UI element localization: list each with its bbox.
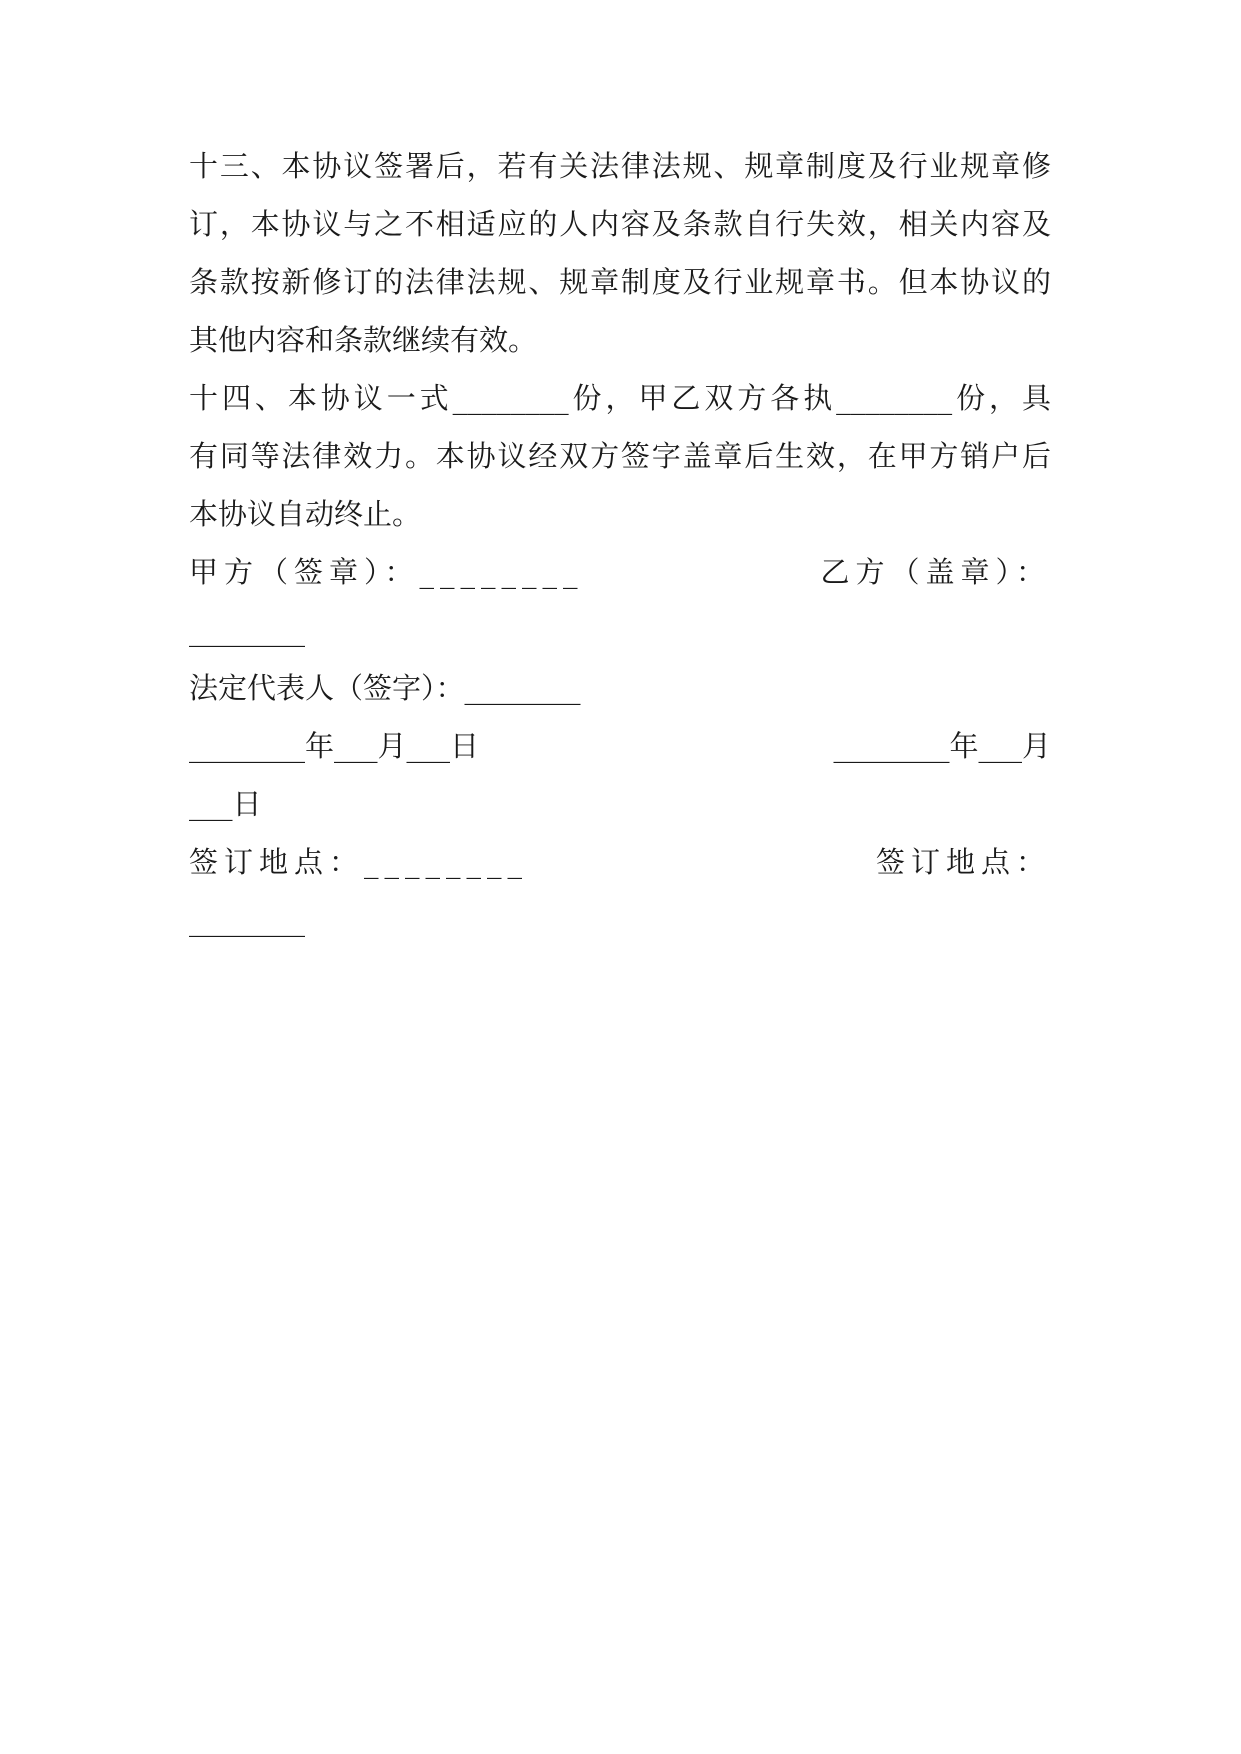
- clause-13-line-1: 十三、本协议签署后，若有关法律法规、规章制度及行业规章修: [189, 149, 1051, 183]
- place-row: [189, 842, 1051, 882]
- party-b-seal: 乙方（盖章）：: [820, 555, 1051, 589]
- party-a-place: 签订地点：________: [189, 845, 529, 879]
- party-b-date: ________年___月: [833, 729, 1051, 763]
- clause-13-line-2: 订，本协议与之不相适应的人内容及条款自行失效，相关内容及: [189, 207, 1051, 241]
- party-b-place-blank: ________: [189, 903, 305, 937]
- seal-row: [189, 552, 1051, 592]
- clause-14-line-2: 有同等法律效力。本协议经双方签字盖章后生效，在甲方销户后: [189, 439, 1051, 473]
- clause-14-line-3: 本协议自动终止。: [189, 497, 422, 531]
- legal-representative: 法定代表人（签字）：________: [189, 671, 581, 705]
- party-a-date: ________年___月___日: [189, 729, 480, 763]
- clause-13-line-3: 条款按新修订的法律法规、规章制度及行业规章书。但本协议的: [189, 265, 1051, 299]
- date-row: [189, 726, 1051, 766]
- clause-14-line-1: 十四、本协议一式________份，甲乙双方各执________份，具: [189, 381, 1051, 415]
- clause-13-line-4: 其他内容和条款继续有效。: [189, 323, 538, 357]
- party-b-place: 签订地点：: [875, 845, 1051, 879]
- party-a-seal: 甲方（签章）：________: [189, 555, 584, 589]
- party-b-seal-blank: ________: [189, 613, 305, 647]
- party-b-date-day: ___日: [189, 787, 262, 821]
